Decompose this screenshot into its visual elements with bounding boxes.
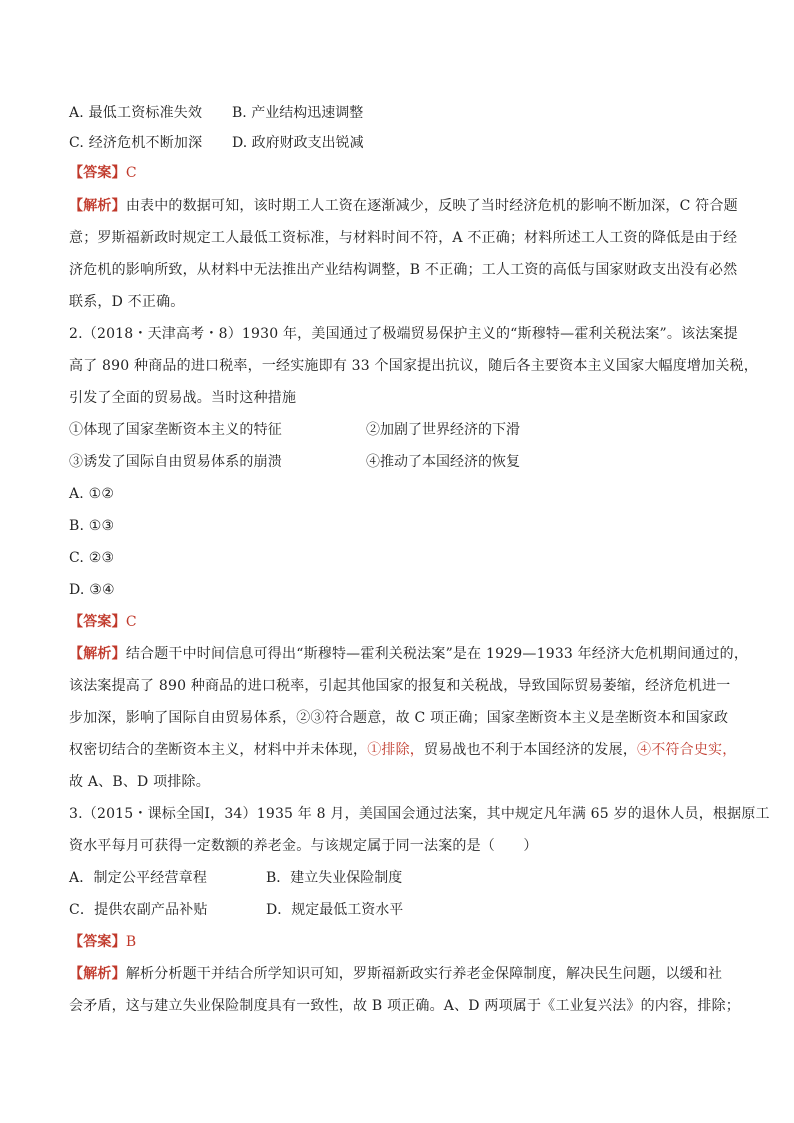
answer-value: B [125, 934, 137, 950]
q1-option-row-2 [69, 133, 202, 153]
q2-analysis-line-3: 步加深，影响了国际自由贸易体系，②③符合题意，故 C 项正确；国家垄断资本主义是垄断资本和国家政 [69, 710, 729, 726]
analysis-label: 【解析】 [69, 646, 126, 662]
q3-analysis-line-2: 会矛盾，这与建立失业保险制度具有一致性，故 B 项正确。A、D 两项属于《工业复兴法》的内容，排除； [69, 998, 740, 1014]
answer-label: 【答案】 [69, 614, 126, 630]
q3-stem-line-1: 3.（2015・课标全国Ⅰ，34）1935 年 8 月，美国国会通过法案，其中规定凡年满 65 岁的退休人员，根据原工 [69, 806, 770, 822]
q2-option-b: B. ①③ [69, 518, 115, 534]
q1-answer [69, 163, 137, 183]
q1-option-b: B. 产业结构迅速调整 [232, 105, 364, 121]
q3-option-c: C．提供农副产品补贴 [69, 902, 208, 918]
q3-option-a: A．制定公平经营章程 [69, 870, 208, 886]
q2-analysis-line-4: 权密切结合的垄断资本主义，材料中并未体现，①排除，贸易战也不利于本国经济的发展，④不符合史实， [69, 742, 737, 758]
q2-analysis-line-5: 故 A、B、D 项排除。 [69, 774, 210, 790]
q2-stem-line-3: 引发了全面的贸易战。当时这种措施 [69, 390, 297, 406]
q2-answer [69, 612, 137, 632]
q3-stem-line-2: 资水平每月可获得一定数额的养老金。与该规定属于同一法案的是（ ） [69, 838, 538, 854]
highlight-excluded-4: ④不符合史实， [637, 742, 737, 758]
analysis-label: 【解析】 [69, 966, 126, 982]
q1-option-c: C. 经济危机不断加深 [69, 135, 203, 151]
q2-statement-4: ④推动了本国经济的恢复 [366, 454, 520, 470]
answer-value: C [125, 614, 137, 630]
q2-analysis-line-1: 【解析】结合题干中时间信息可得出“斯穆特—霍利关税法案”是在 1929—1933 年经济大危机期间通过的， [69, 646, 749, 662]
q2-option-d: D. ③④ [69, 582, 115, 598]
q2-stem-line-2: 高了 890 种商品的进口税率，一经实施即有 33 个国家提出抗议，随后各主要资本主义国家大幅度增加关税， [69, 358, 758, 374]
q1-analysis-line-1: 【解析】由表中的数据可知，该时期工人工资在逐渐减少，反映了当时经济危机的影响不断加深，C 符合题 [69, 198, 738, 214]
highlight-excluded-1: ①排除， [367, 742, 425, 758]
q2-stem-line-1: 2.（2018・天津高考・8）1930 年，美国通过了极端贸易保护主义的“斯穆特—霍利关税法案”。该法案提 [69, 326, 738, 342]
q1-analysis-line-3: 济危机的影响所致，从材料中无法推出产业结构调整，B 不正确；工人工资的高低与国家财政支出没有必然 [69, 262, 738, 278]
q1-option-row-1 [69, 103, 202, 123]
analysis-label: 【解析】 [69, 198, 126, 214]
q3-analysis-line-1: 【解析】解析分析题干并结合所学知识可知，罗斯福新政实行养老金保障制度，解决民生问题，以缓和社 [69, 966, 723, 982]
q2-analysis-line-2: 该法案提高了 890 种商品的进口税率，引起其他国家的报复和关税战，导致国际贸易萎缩，经济危机进一 [69, 678, 731, 694]
q2-option-c: C. ②③ [69, 550, 115, 566]
answer-label: 【答案】 [69, 165, 126, 181]
q1-analysis-line-2: 意；罗斯福新政时规定工人最低工资标准，与材料时间不符，A 不正确；材料所述工人工资的降低是由于经 [69, 230, 738, 246]
q2-option-a: A. ①② [69, 486, 115, 502]
answer-label: 【答案】 [69, 934, 126, 950]
q2-statement-3: ③诱发了国际自由贸易体系的崩溃 [69, 454, 282, 470]
q2-statement-2: ②加剧了世界经济的下滑 [366, 422, 520, 438]
q3-option-d: D．规定最低工资水平 [266, 902, 404, 918]
q3-answer [69, 932, 136, 952]
q2-statement-1: ①体现了国家垄断资本主义的特征 [69, 422, 282, 438]
q3-option-b: B．建立失业保险制度 [266, 870, 403, 886]
q1-option-d: D. 政府财政支出锐减 [232, 135, 364, 151]
q1-option-a: A. 最低工资标准失效 [69, 105, 203, 121]
q1-analysis-line-4: 联系，D 不正确。 [69, 294, 185, 310]
answer-value: C [125, 165, 137, 181]
